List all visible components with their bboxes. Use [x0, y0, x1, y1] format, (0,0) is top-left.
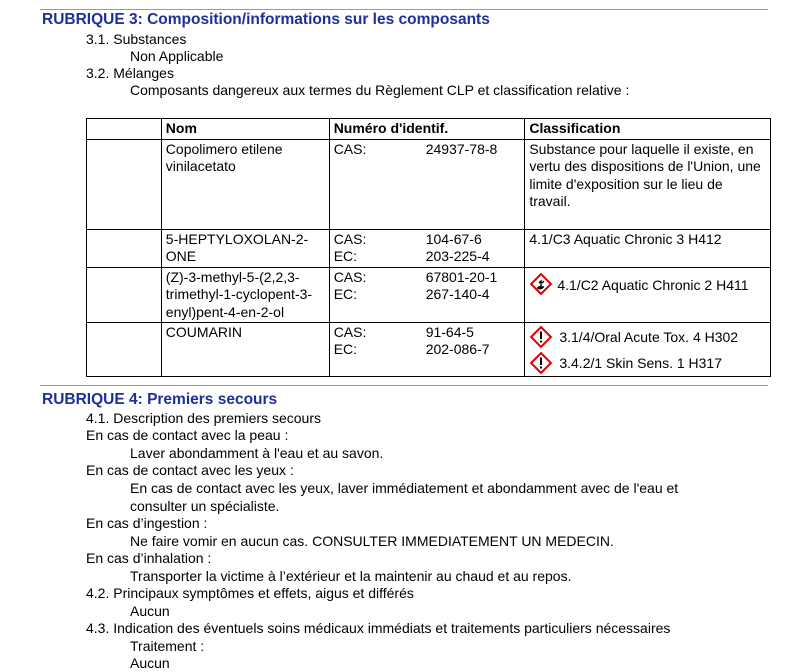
name-cell — [161, 323, 329, 377]
id-type: EC: — [333, 247, 358, 264]
section4-line: Aucun — [130, 603, 170, 619]
id-type: CAS: — [333, 230, 367, 247]
components-table — [86, 118, 771, 377]
section4-line: Traitement : — [130, 638, 205, 654]
id-cell — [329, 323, 525, 377]
section4-line: 4.1. Description des premiers secours — [86, 410, 321, 426]
section4-line: 4.2. Principaux symptômes et effets, aigus et différés — [86, 585, 414, 601]
component-name: COUMARIN — [165, 324, 243, 340]
section4-line: Ne faire vomir en aucun cas. CONSULTER IMMEDIATEMENT UN MEDECIN. — [130, 533, 614, 549]
section4-line: En cas d’inhalation : — [86, 550, 212, 566]
classification-cell — [525, 323, 771, 377]
section4-line: En cas d’ingestion : — [86, 515, 208, 531]
section4-line: En cas de contact avec la peau : — [86, 427, 289, 443]
id-type: EC: — [333, 341, 358, 357]
hazard-statement: 3.1/4/Oral Acute Tox. 4 H302 — [559, 329, 739, 345]
table-row — [87, 139, 771, 229]
id-value: 202-086-7 — [425, 341, 490, 357]
section4-line: En cas de contact avec les yeux : — [86, 462, 294, 478]
hazard-item — [529, 325, 738, 349]
hazard-item — [529, 351, 722, 375]
id-type: CAS: — [333, 268, 367, 285]
subsection-3-1-value: Non Applicable — [130, 48, 224, 64]
table-header-row — [87, 119, 771, 140]
table-row — [87, 323, 771, 377]
id-value: 67801-20-1 — [425, 268, 498, 285]
section4-heading: RUBRIQUE 4: Premiers secours — [42, 391, 278, 408]
id-value: 104-67-6 — [425, 230, 482, 247]
classification-cell — [525, 229, 771, 267]
section4-line: Transporter la victime à l’extérieur et la maintenir au chaud et au repos. — [130, 568, 572, 584]
hazard-statement: 4.1/C2 Aquatic Chronic 2 H411 — [557, 276, 749, 293]
table-row — [87, 229, 771, 267]
header-cell — [329, 119, 525, 140]
name-cell — [161, 267, 329, 323]
name-cell — [161, 139, 329, 229]
id-cell — [329, 139, 525, 229]
ghs09-environment-icon — [529, 272, 553, 296]
header-nom: Nom — [165, 120, 197, 136]
section4-top-rule — [40, 385, 768, 386]
id-value: 91-64-5 — [425, 324, 474, 340]
id-value: 203-225-4 — [425, 247, 490, 264]
row-blank-cell — [87, 139, 162, 229]
component-name: (Z)-3-methyl-5-(2,2,3-trimethyl-1-cyclopent-3-enyl)pent-4-en-2-ol — [165, 268, 313, 320]
hazard-statement: 3.4.2/1 Skin Sens. 1 H317 — [559, 355, 723, 371]
classification-cell — [525, 139, 771, 229]
ghs07-exclamation-icon — [529, 325, 553, 349]
subsection-3-2-label: 3.2. Mélanges — [86, 65, 174, 81]
section3-heading: RUBRIQUE 3: Composition/informations sur les composants — [42, 11, 490, 28]
subsection-3-1-label: 3.1. Substances — [86, 31, 187, 47]
header-classification: Classification — [529, 120, 621, 136]
section3-top-rule — [40, 9, 768, 10]
id-cell — [329, 267, 525, 323]
section4-line: Laver abondamment à l'eau et au savon. — [130, 445, 384, 461]
section4-line: 4.3. Indication des éventuels soins médicaux immédiats et traitements particuliers nécessaires — [86, 620, 671, 636]
header-numero: Numéro d'identif. — [333, 120, 449, 136]
header-cell — [525, 119, 771, 140]
section4-line: En cas de contact avec les yeux, laver immédiatement et abondamment avec de l'eau et — [130, 480, 679, 496]
id-type: CAS: — [333, 140, 367, 157]
id-value: 267-140-4 — [425, 285, 490, 302]
name-cell — [161, 229, 329, 267]
subsection-3-2-value: Composants dangereux aux termes du Règlement CLP et classification relative : — [130, 82, 630, 98]
row-blank-cell — [87, 267, 162, 323]
section4-line: consulter un spécialiste. — [130, 498, 280, 514]
header-cell — [161, 119, 329, 140]
classification-text: 4.1/C3 Aquatic Chronic 3 H412 — [529, 230, 722, 247]
row-blank-cell — [87, 229, 162, 267]
id-type: EC: — [333, 285, 358, 302]
classification-cell — [525, 267, 771, 323]
table-header-blank — [87, 119, 162, 140]
id-type: CAS: — [333, 324, 367, 340]
id-value: 24937-78-8 — [425, 140, 498, 157]
section4-line: Aucun — [130, 655, 170, 671]
ghs07-exclamation-icon — [529, 351, 553, 375]
component-name: Copolimero etilene vinilacetato — [165, 140, 283, 174]
row-blank-cell — [87, 323, 162, 377]
table-row — [87, 267, 771, 323]
id-cell — [329, 229, 525, 267]
classification-text: Substance pour laquelle il existe, en vertu des dispositions de l'Union, une limite d'exposition sur le lieu de travail. — [529, 140, 761, 209]
component-name: 5-HEPTYLOXOLAN-2-ONE — [165, 230, 309, 264]
